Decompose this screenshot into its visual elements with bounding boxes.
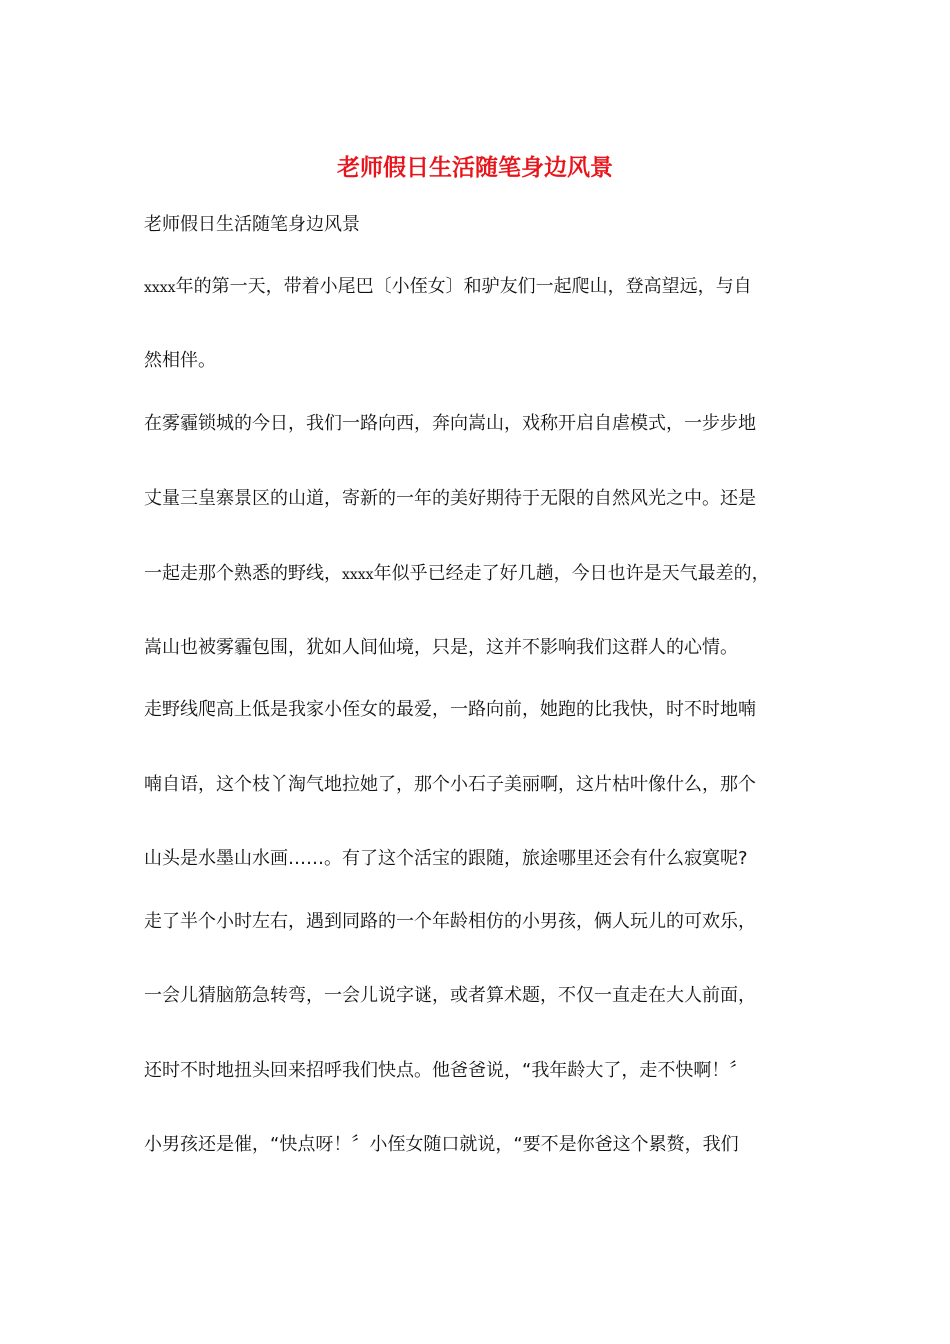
- paragraph-line: [144, 561, 814, 588]
- paragraph-line: 喃自语，这个枝丫淘气地拉她了，那个小石子美丽啊，这片枯叶像什么，那个: [144, 774, 756, 795]
- paragraph-line: 还时不时地扭头回来招呼我们快点。他爸爸说，“我年龄大了，走不快啊！〞: [144, 1060, 748, 1081]
- paragraph-line: 然相伴。: [144, 350, 216, 371]
- paragraph-line: [144, 274, 814, 301]
- line-text: 年似乎已经走了好几趟，今日也许是天气最差的，: [373, 563, 770, 584]
- document-subtitle: 老师假日生活随笔身边风景: [144, 214, 360, 235]
- paragraph-line: 走野线爬高上低是我家小侄女的最爱，一路向前，她跑的比我快，时不时地喃: [144, 699, 756, 720]
- line-text: 一起走那个熟悉的野线，: [144, 563, 342, 584]
- paragraph-line: 丈量三皇寨景区的山道，寄新的一年的美好期待于无限的自然风光之中。还是: [144, 488, 756, 509]
- paragraph-line: 走了半个小时左右，遇到同路的一个年龄相仿的小男孩，俩人玩儿的可欢乐，: [144, 911, 756, 932]
- paragraph-line: 嵩山也被雾霾包围，犹如人间仙境，只是，这并不影响我们这群人的心情。: [144, 637, 738, 658]
- year-placeholder: xxxx: [144, 280, 176, 296]
- year-placeholder: xxxx: [342, 567, 374, 583]
- paragraph-line: 小男孩还是催，“快点呀！〞小侄女随口就说，“要不是你爸这个累赘，我们: [144, 1134, 739, 1155]
- document-title: 老师假日生活随笔身边风景: [337, 154, 613, 181]
- line-text: 年的第一天，带着小尾巴〔小侄女〕和驴友们一起爬山，登高望远，与自: [175, 276, 752, 297]
- paragraph-line: 山头是水墨山水画……。有了这个活宝的跟随，旅途哪里还会有什么寂寞呢?: [144, 848, 748, 869]
- paragraph-line: 一会儿猜脑筋急转弯，一会儿说字谜，或者算术题，不仅一直走在大人前面，: [144, 985, 756, 1006]
- paragraph-line: 在雾霾锁城的今日，我们一路向西，奔向嵩山，戏称开启自虐模式，一步步地: [144, 413, 756, 434]
